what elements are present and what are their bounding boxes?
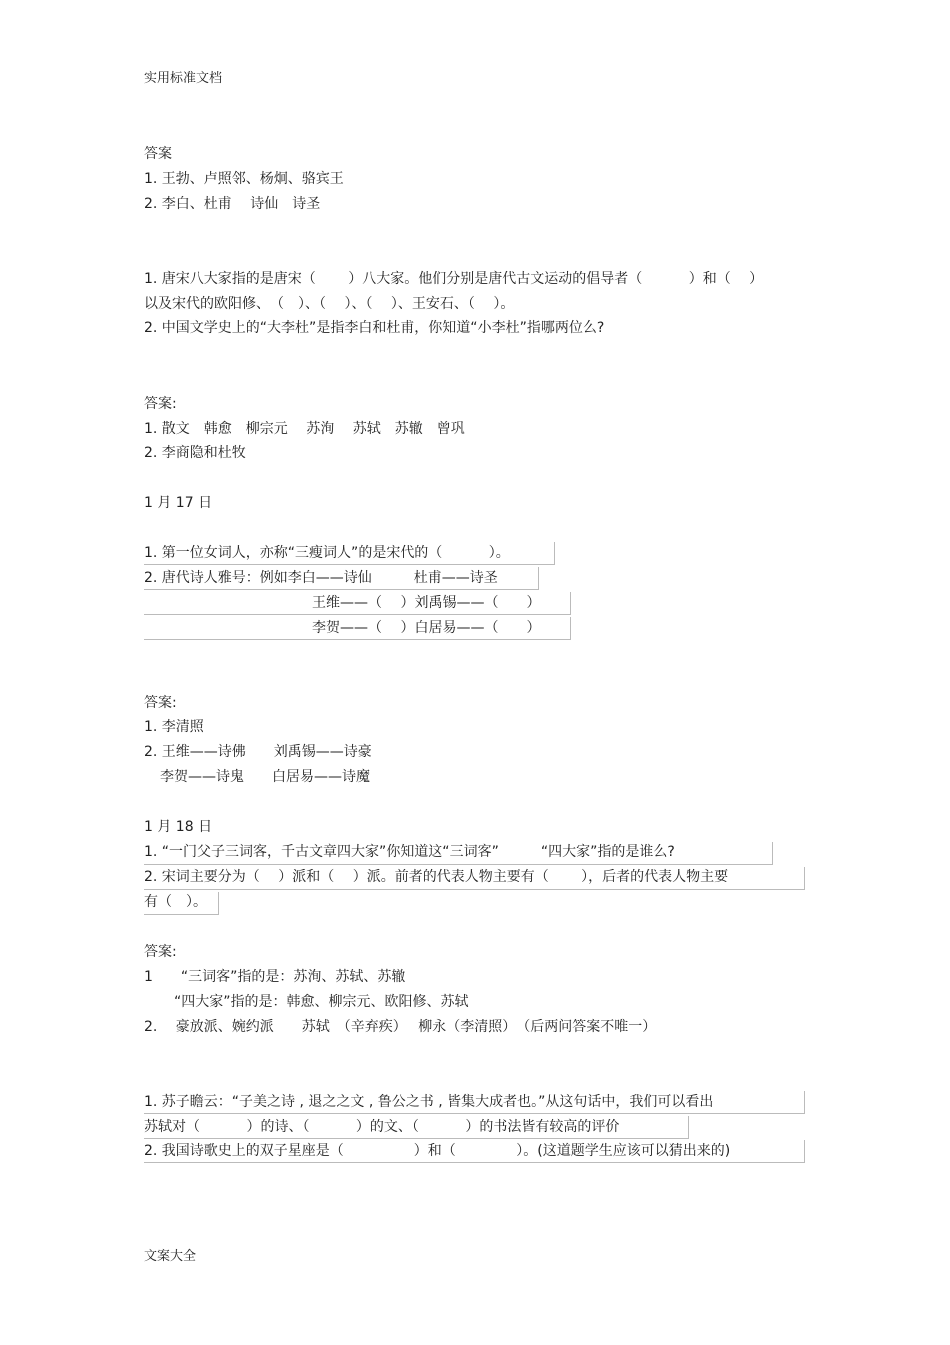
text-line: “四大家”指的是：韩愈、柳宗元、欧阳修、苏轼: [174, 994, 469, 1010]
answer-heading: 答案: [144, 146, 172, 162]
text-line: 1 “三词客”指的是：苏洵、苏轼、苏辙: [144, 969, 406, 985]
question-line: 有（ ）。: [144, 894, 207, 910]
question-line: 2. 中国文学史上的“大李杜”是指李白和杜甫，你知道“小李杜”指哪两位么?: [144, 320, 605, 336]
question-line: 1. 唐宋八大家指的是唐宋（ ）八大家。他们分别是唐代古文运动的倡导者（ ）和（ ）: [144, 271, 764, 287]
question-line: 王维——（ ）刘禹锡——（ ）: [312, 595, 541, 611]
question-line: 以及宋代的欧阳修、 （ ）、（ ）、（ ）、王安石、（ ）。: [144, 296, 515, 312]
question-line: 2. 我国诗歌史上的双子星座是（ ）和（ ）。(这道题学生应该可以猜出来的): [144, 1143, 731, 1159]
text-line: 2. 豪放派、婉约派 苏轼 （辛弃疾） 柳永（李清照） （后两问答案不唯一）: [144, 1019, 657, 1035]
text-line: 李贺——诗鬼 白居易——诗魔: [160, 769, 370, 785]
answer-heading: 答案:: [144, 944, 177, 960]
text-line: 2. 李白、杜甫 诗仙 诗圣: [144, 196, 321, 212]
text-line: 2. 王维——诗佛 刘禹锡——诗豪: [144, 744, 372, 760]
answer-heading: 答案:: [144, 396, 177, 412]
question-line: 1. 第一位女词人，亦称“三瘦词人”的是宋代的（ ）。: [144, 545, 510, 561]
question-line: 2. 宋词主要分为（ ）派和（ ）派。前者的代表人物主要有（ ），后者的代表人物主要: [144, 869, 729, 885]
page-header: 实用标准文档: [144, 71, 223, 86]
question-line: 李贺——（ ）白居易——（ ）: [312, 620, 541, 636]
text-line: 2. 李商隐和杜牧: [144, 445, 246, 461]
question-line: 2. 唐代诗人雅号：例如李白——诗仙 杜甫——诗圣: [144, 570, 498, 586]
date-heading: 1 月 17 日: [144, 495, 213, 511]
question-line: 苏轼对（ ）的诗、（ ）的文、（ ）的书法皆有较高的评价: [144, 1119, 620, 1135]
answer-heading: 答案:: [144, 695, 177, 711]
page-footer: 文案大全: [144, 1249, 197, 1264]
text-line: 1. 散文 韩愈 柳宗元 苏洵 苏轼 苏辙 曾巩: [144, 421, 465, 437]
date-heading: 1 月 18 日: [144, 819, 213, 835]
question-line: 1. “一门父子三词客，千古文章四大家”你知道这“三词客” “四大家”指的是谁么?: [144, 844, 675, 860]
text-line: 1. 李清照: [144, 719, 204, 735]
question-line: 1. 苏子瞻云：“子美之诗 , 退之之文 , 鲁公之书 , 皆集大成者也。”从这句话中，我们可以看出: [144, 1094, 714, 1110]
text-line: 1. 王勃、卢照邻、杨炯、骆宾王: [144, 171, 344, 187]
